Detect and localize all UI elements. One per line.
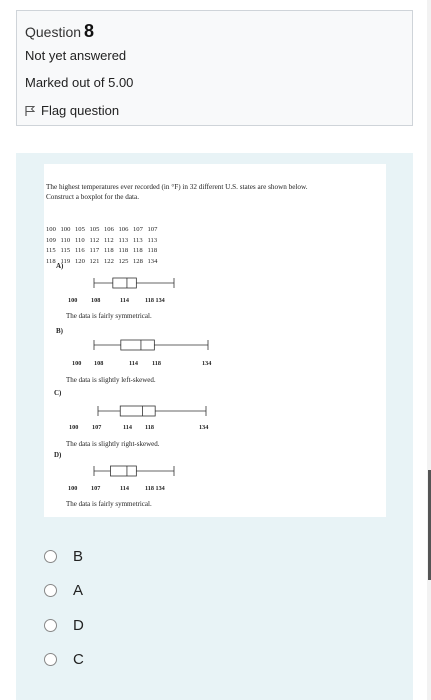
data-cell: 100: [46, 226, 56, 233]
answer-label: B: [73, 547, 84, 565]
question-intro-line-1: The highest temperatures ever recorded (in °F) in 32 different U.S. states are shown below.: [46, 183, 308, 191]
question-info-panel: [16, 10, 413, 126]
data-cell: 109: [46, 236, 56, 244]
radio-button[interactable]: [44, 653, 57, 666]
boxplot-tick-label: 100: [68, 485, 78, 492]
data-cell: 115: [60, 247, 71, 254]
data-cell: 110: [75, 236, 85, 244]
data-cell: 112: [104, 236, 114, 244]
data-cell: 119: [60, 257, 71, 265]
question-intro-line-2: Construct a boxplot for the data.: [46, 193, 140, 201]
data-cell: 121: [89, 257, 100, 265]
boxplot-tick-label: 107: [92, 424, 102, 431]
option-letter: A): [56, 262, 64, 270]
answer-label: A: [73, 581, 84, 599]
boxplot-tick-label: 100: [68, 297, 78, 304]
data-cell: 128: [133, 257, 143, 265]
data-cell: 118: [118, 247, 129, 254]
boxplot-tick-label: 114: [123, 424, 132, 431]
data-cell: 118: [104, 247, 114, 254]
data-row: [46, 225, 162, 236]
option-letter: B): [56, 327, 63, 335]
boxplot-chart: [44, 402, 244, 420]
question-state: Not yet answered: [25, 48, 127, 63]
data-cell: 120: [75, 257, 85, 265]
question-title: [25, 21, 94, 42]
data-cell: 116: [75, 247, 85, 254]
boxplot-box: [110, 466, 136, 476]
answer-choice-b[interactable]: [44, 545, 164, 567]
boxplot-tick-label: 134: [202, 360, 212, 367]
boxplot-tick-label: 118: [145, 424, 154, 431]
boxplot-box: [120, 406, 155, 416]
flag-question-label: Flag question: [41, 103, 120, 118]
boxplot-tick-label: 100: [72, 360, 82, 367]
data-cell: 105: [75, 226, 85, 233]
scrollbar-track[interactable]: [427, 0, 431, 700]
boxplot-tick-label: 107: [91, 485, 101, 492]
data-cell: 112: [89, 236, 100, 244]
answer-choice-c[interactable]: [44, 648, 164, 670]
radio-button[interactable]: [44, 584, 57, 597]
data-cell: 115: [46, 247, 56, 254]
answer-label: C: [73, 650, 84, 668]
data-cell: 113: [118, 236, 129, 244]
data-cell: 113: [147, 236, 158, 244]
data-cell: 107: [147, 226, 158, 233]
boxplot-tick-label: 100: [69, 424, 79, 431]
boxplot-tick-label: 114: [129, 360, 138, 367]
boxplot-tick-label: 114: [120, 485, 129, 492]
option-letter: C): [54, 389, 62, 397]
option-description: The data is fairly symmetrical.: [66, 312, 152, 320]
data-cell: 106: [104, 226, 114, 233]
data-cell: 118: [147, 247, 158, 254]
data-cell: 134: [147, 257, 158, 265]
boxplot-box: [113, 278, 137, 288]
option-description: The data is slightly left-skewed.: [66, 376, 156, 384]
boxplot-chart: [44, 336, 244, 354]
data-cell: 100: [60, 226, 71, 233]
question-formulation: [44, 164, 386, 517]
question-label: Question: [25, 24, 82, 40]
data-cell: 118: [133, 247, 143, 254]
question-marks: Marked out of 5.00: [25, 75, 134, 90]
option-description: The data is slightly right-skewed.: [66, 440, 160, 448]
boxplot-box: [121, 340, 155, 350]
boxplot-chart: [44, 462, 244, 480]
boxplot-chart: [44, 274, 244, 292]
question-number: 8: [84, 21, 95, 41]
data-row: [46, 246, 162, 257]
boxplot-tick-label: 114: [120, 297, 129, 304]
data-cell: 118: [46, 257, 56, 265]
data-row: [46, 236, 162, 247]
flag-icon: [25, 105, 35, 117]
boxplot-tick-label: 118 134: [145, 485, 165, 492]
data-cell: 122: [104, 257, 114, 265]
boxplot-tick-label: 118 134: [145, 297, 165, 304]
data-cell: 107: [133, 226, 143, 233]
data-cell: 110: [60, 236, 71, 244]
boxplot-tick-label: 134: [199, 424, 209, 431]
answer-choice-d[interactable]: [44, 614, 164, 636]
option-letter: D): [54, 451, 62, 459]
question-text: [46, 182, 384, 202]
answer-label: D: [73, 616, 84, 634]
boxplot-tick-label: 118: [152, 360, 161, 367]
data-row: [46, 257, 162, 268]
boxplot-tick-label: 108: [94, 360, 104, 367]
data-cell: 105: [89, 226, 100, 233]
radio-button[interactable]: [44, 550, 57, 563]
answer-choice-a[interactable]: [44, 579, 164, 601]
radio-button[interactable]: [44, 619, 57, 632]
question-content-area: [16, 153, 413, 700]
data-cell: 113: [133, 236, 143, 244]
data-cell: 106: [118, 226, 129, 233]
option-description: The data is fairly symmetrical.: [66, 500, 152, 508]
flag-question-link[interactable]: [25, 103, 119, 118]
temperature-data-table: [46, 225, 162, 267]
data-cell: 125: [118, 257, 129, 265]
data-cell: 117: [89, 247, 100, 254]
boxplot-tick-label: 108: [91, 297, 101, 304]
